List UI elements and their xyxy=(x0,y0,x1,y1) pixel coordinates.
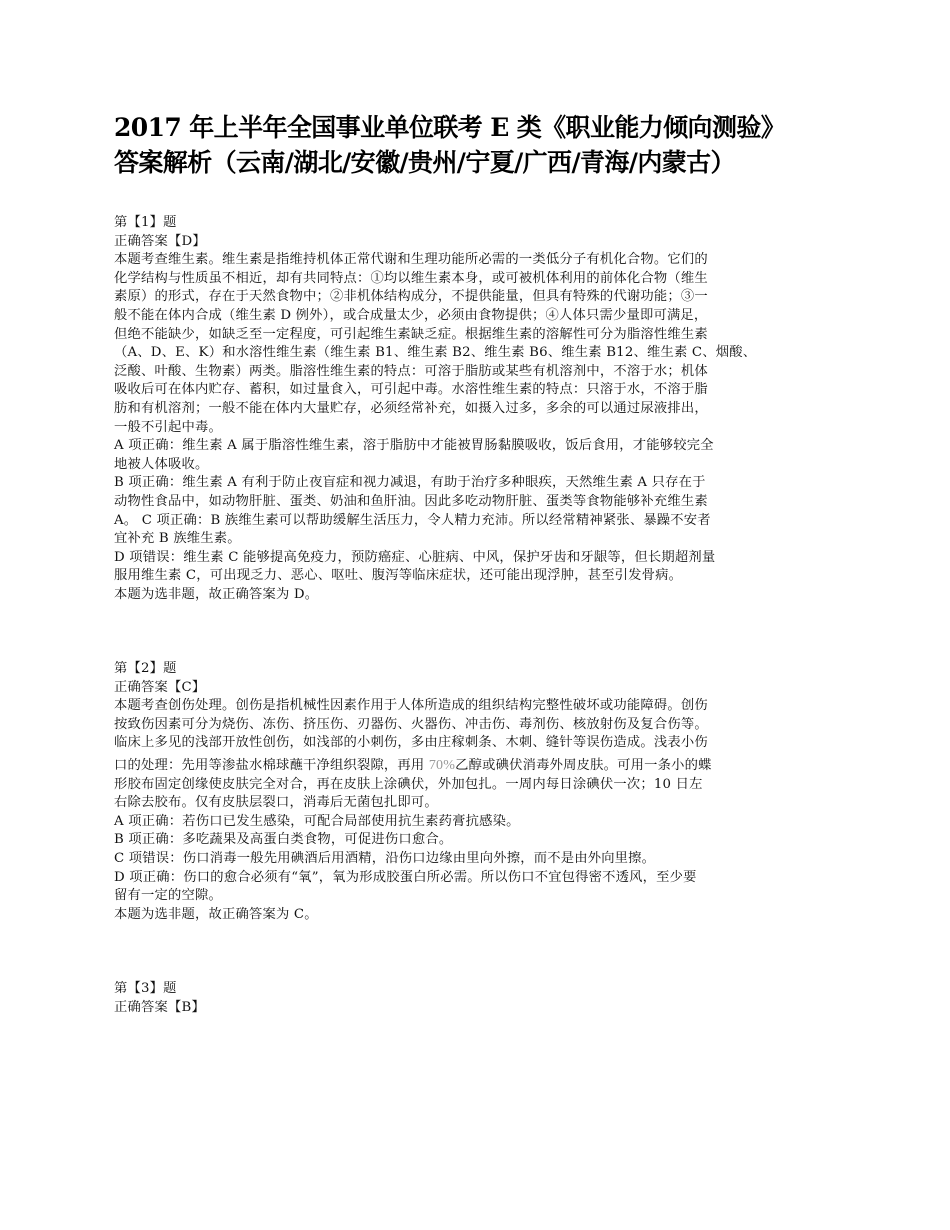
paragraph-line-percent xyxy=(114,757,840,776)
paragraph-line: 本题考查创伤处理。创伤是指机械性因素作用于人体所造成的组织结构完整性破坏或功能障碍。创伤 xyxy=(114,698,708,714)
paragraph-line: 形胶布固定创缘使皮肤完全对合，再在皮肤上涂碘伏，外加包扎。一周内每日涂碘伏一次；10 日左 xyxy=(114,776,703,792)
paragraph-line: （A、D、E、K）和水溶性维生素（维生素 B1、维生素 B2、维生素 B6、维生素 B12、维生素 C、烟酸、 xyxy=(114,345,757,361)
paragraph-line: 一般不引起中毒。 xyxy=(114,419,222,435)
question-heading: 第【3】题 xyxy=(114,980,177,996)
document-body xyxy=(114,214,840,1017)
option-c-line: 宜补充 B 族维生素。 xyxy=(114,531,241,547)
paragraph-line: 般不能在体内合成（维生素 D 例外），或合成量太少，必须由食物提供；④人体只需少量即可满足， xyxy=(114,307,708,323)
paragraph-line: 肪和有机溶剂；一般不能在体内大量贮存，必须经常补充，如摄入过多，多余的可以通过尿液排出， xyxy=(114,400,708,416)
option-b-line: 动物性食品中，如动物肝脏、蛋类、奶油和鱼肝油。因此多吃动物肝脏、蛋类等食物能够补充维生素 xyxy=(114,493,708,509)
option-d-line: D 项正确：伤口的愈合必须有“氧”，氧为形成胶蛋白所必需。所以伤口不宜包得密不透风，至少要 xyxy=(114,869,697,885)
percent-line-prefix: 口的处理：先用等渗盐水棉球蘸干净组织裂隙，再用 xyxy=(114,758,429,774)
section-gap xyxy=(114,924,840,961)
option-c-line: A。 C 项正确：B 族维生素可以帮助缓解生活压力，令人精力充沛。所以经常精神紧张、暴躁不安者 xyxy=(114,512,711,528)
explanation xyxy=(114,251,840,604)
explanation xyxy=(114,697,840,924)
option-d-line: 留有一定的空隙。 xyxy=(114,888,222,904)
paragraph-line: 右除去胶布。仅有皮肤层裂口，消毒后无菌包扎即可。 xyxy=(114,795,438,811)
paragraph-line: 素原）的形式，存在于天然食物中；②非机体结构成分，不提供能量，但具有特殊的代谢功能；③一 xyxy=(114,289,708,305)
title-line-1: 2017 年上半年全国事业单位联考 E 类《职业能力倾向测验》 xyxy=(114,113,786,142)
percent-value: 70% xyxy=(428,758,456,774)
option-b-line: B 项正确：多吃蔬果及高蛋白类食物，可促进伤口愈合。 xyxy=(114,832,453,848)
paragraph-line: 本题考查维生素。维生素是指维持机体正常代谢和生理功能所必需的一类低分子有机化合物。它们的 xyxy=(114,252,708,268)
blank-line xyxy=(114,641,840,660)
document-title xyxy=(114,110,854,180)
option-a-line: A 项正确：若伤口已发生感染，可配合局部使用抗生素药膏抗感染。 xyxy=(114,813,520,829)
title-line-2: 答案解析（云南/湖北/安徽/贵州/宁夏/广西/青海/内蒙古） xyxy=(114,148,735,177)
option-b-line: B 项正确：维生素 A 有利于防止夜盲症和视力减退，有助于治疗多种眼疾，天然维生素 A 只存在于 xyxy=(114,475,706,491)
option-a-line: 地被人体吸收。 xyxy=(114,456,209,472)
paragraph-line: 化学结构与性质虽不相近，却有共同特点：①均以维生素本身，或可被机体利用的前体化合物（维生 xyxy=(114,270,708,286)
question-heading: 第【2】题 xyxy=(114,661,177,677)
option-d-line: 服用维生素 C，可出现乏力、恶心、呕吐、腹泻等临床症状，还可能出现浮肿，甚至引发骨病。 xyxy=(114,568,683,584)
paragraph-line: 泛酸、叶酸、生物素）两类。脂溶性维生素的特点：可溶于脂肪或某些有机溶剂中，不溶于水；机体 xyxy=(114,363,708,379)
question-2 xyxy=(114,660,840,924)
question-1 xyxy=(114,214,840,604)
conclusion-line: 本题为选非题，故正确答案为 D。 xyxy=(114,586,319,602)
percent-line-suffix: 乙醇或碘伏消毒外周皮肤。可用一条小的蝶 xyxy=(455,758,712,774)
conclusion-line: 本题为选非题，故正确答案为 C。 xyxy=(114,906,318,922)
question-3 xyxy=(114,980,840,1017)
paragraph-line: 临床上多见的浅部开放性创伤，如浅部的小刺伤，多由庄稼刺条、木刺、缝针等误伤造成。浅表小伤 xyxy=(114,735,708,751)
correct-answer: 正确答案【B】 xyxy=(114,999,205,1015)
paragraph-line: 吸收后可在体内贮存、蓄积，如过量食入，可引起中毒。水溶性维生素的特点：只溶于水，不溶于脂 xyxy=(114,382,708,398)
option-a-line: A 项正确：维生素 A 属于脂溶性维生素，溶于脂肪中才能被胃肠黏膜吸收，饭后食用，才能够较完全 xyxy=(114,438,714,454)
question-heading: 第【1】题 xyxy=(114,215,177,230)
correct-answer: 正确答案【D】 xyxy=(114,233,206,249)
blank-line xyxy=(114,961,840,980)
option-d-line: D 项错误：维生素 C 能够提高免疫力，预防癌症、心脏病、中风，保护牙齿和牙龈等，但长期超剂量 xyxy=(114,549,716,565)
option-c-line: C 项错误：伤口消毒一般先用碘酒后用酒精，沿伤口边缘由里向外擦，而不是由外向里擦。 xyxy=(114,851,656,866)
correct-answer: 正确答案【C】 xyxy=(114,679,206,695)
paragraph-line: 按致伤因素可分为烧伤、冻伤、挤压伤、刃器伤、火器伤、冲击伤、毒剂伤、核放射伤及复合伤等。 xyxy=(114,716,708,732)
paragraph-line: 但绝不能缺少，如缺乏至一定程度，可引起维生素缺乏症。根据维生素的溶解性可分为脂溶性维生素 xyxy=(114,326,708,342)
section-gap xyxy=(114,604,840,641)
